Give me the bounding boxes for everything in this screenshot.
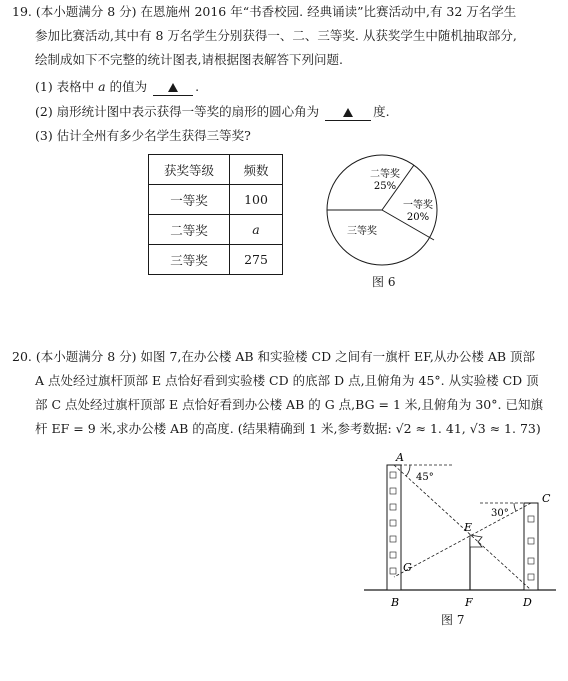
sightline-a-to-d bbox=[394, 465, 531, 590]
table-header-cell: 频数 bbox=[230, 155, 283, 185]
geometry-figure bbox=[360, 450, 560, 630]
point-label-f: F bbox=[465, 596, 473, 609]
point-label-c: C bbox=[542, 492, 551, 505]
point-label-b: B bbox=[391, 596, 400, 609]
q19-subquestion-2 bbox=[35, 104, 390, 121]
angle-arc-45 bbox=[406, 465, 410, 476]
pie-slice-label: 二等奖 bbox=[370, 169, 400, 180]
table-header-row bbox=[149, 155, 283, 185]
q19-subquestion-1 bbox=[35, 79, 199, 96]
table-cell: a bbox=[230, 215, 283, 245]
point-label-a: A bbox=[396, 451, 404, 464]
q19-sub1-post: 的值为 bbox=[105, 79, 148, 94]
q19-sub1-end: . bbox=[195, 79, 200, 94]
answer-blank-2 bbox=[325, 104, 371, 121]
table-row bbox=[149, 215, 283, 245]
pie-chart bbox=[322, 150, 442, 270]
table-cell: 100 bbox=[230, 185, 283, 215]
table-cell: 二等奖 bbox=[149, 215, 230, 245]
table-cell: 275 bbox=[230, 245, 283, 275]
q20-line4: 杆 EF = 9 米,求办公楼 AB 的高度. (结果精确到 1 米,参考数据: √2 ≈ 1. 41, √3 ≈ 1. 73) bbox=[35, 421, 541, 436]
table-row bbox=[149, 185, 283, 215]
q19-line3: 绘制成如下不完整的统计图表,请根据图表解答下列问题. bbox=[35, 52, 343, 67]
figure-6-caption: 图 6 bbox=[372, 275, 396, 289]
q20-line3: 部 C 点处经过旗杆顶部 E 点恰好看到办公楼 AB 的 G 点,BG = 1 米,且俯角为 30°. 已知旗 bbox=[35, 397, 543, 412]
q20-line1: 20. (本小题满分 8 分) 如图 7,在办公楼 AB 和实验楼 CD 之间有一旗杆 EF,从办公楼 AB 顶部 bbox=[12, 349, 536, 364]
flag-icon bbox=[470, 535, 482, 547]
pie-slice-label: 三等奖 bbox=[347, 226, 377, 237]
triangle-marker-icon bbox=[343, 108, 353, 117]
angle-label-45: 45° bbox=[416, 472, 434, 483]
q19-line2: 参加比赛活动,其中有 8 万名学生分别获得一、二、三等奖. 从获奖学生中随机抽取部分, bbox=[35, 28, 517, 43]
triangle-marker-icon bbox=[168, 83, 178, 92]
answer-blank-1 bbox=[153, 79, 193, 96]
table-header-cell: 获奖等级 bbox=[149, 155, 230, 185]
q20-line2: A 点处经过旗杆顶部 E 点恰好看到实验楼 CD 的底部 D 点,且俯角为 45°. 从实验楼 CD 顶 bbox=[35, 373, 539, 388]
sightline-c-to-g bbox=[394, 503, 531, 577]
pie-slice-percent: 25% bbox=[373, 181, 397, 192]
q19-sub1-var: a bbox=[98, 79, 106, 94]
point-label-d: D bbox=[523, 596, 532, 609]
angle-label-30: 30° bbox=[491, 508, 509, 519]
table-cell: 三等奖 bbox=[149, 245, 230, 275]
award-frequency-table bbox=[148, 154, 283, 275]
table-row bbox=[149, 245, 283, 275]
pie-slice-label: 一等奖 bbox=[403, 200, 433, 211]
q19-sub1-pre: (1) 表格中 bbox=[35, 79, 99, 94]
q19-subquestion-3: (3) 估计全州有多少名学生获得三等奖? bbox=[35, 128, 251, 143]
point-label-e: E bbox=[464, 521, 473, 534]
table-cell: 一等奖 bbox=[149, 185, 230, 215]
pie-slice-percent: 20% bbox=[406, 212, 430, 223]
q19-sub2-end: 度. bbox=[373, 104, 390, 119]
point-label-g: G bbox=[403, 561, 412, 574]
q19-line1: 19. (本小题满分 8 分) 在恩施州 2016 年“书香校园. 经典诵读”比赛活动中,有 32 万名学生 bbox=[12, 4, 517, 19]
q19-sub2-pre: (2) 扇形统计图中表示获得一等奖的扇形的圆心角为 bbox=[35, 104, 320, 119]
figure-7-caption: 图 7 bbox=[441, 613, 465, 627]
angle-arc-30 bbox=[514, 503, 516, 511]
